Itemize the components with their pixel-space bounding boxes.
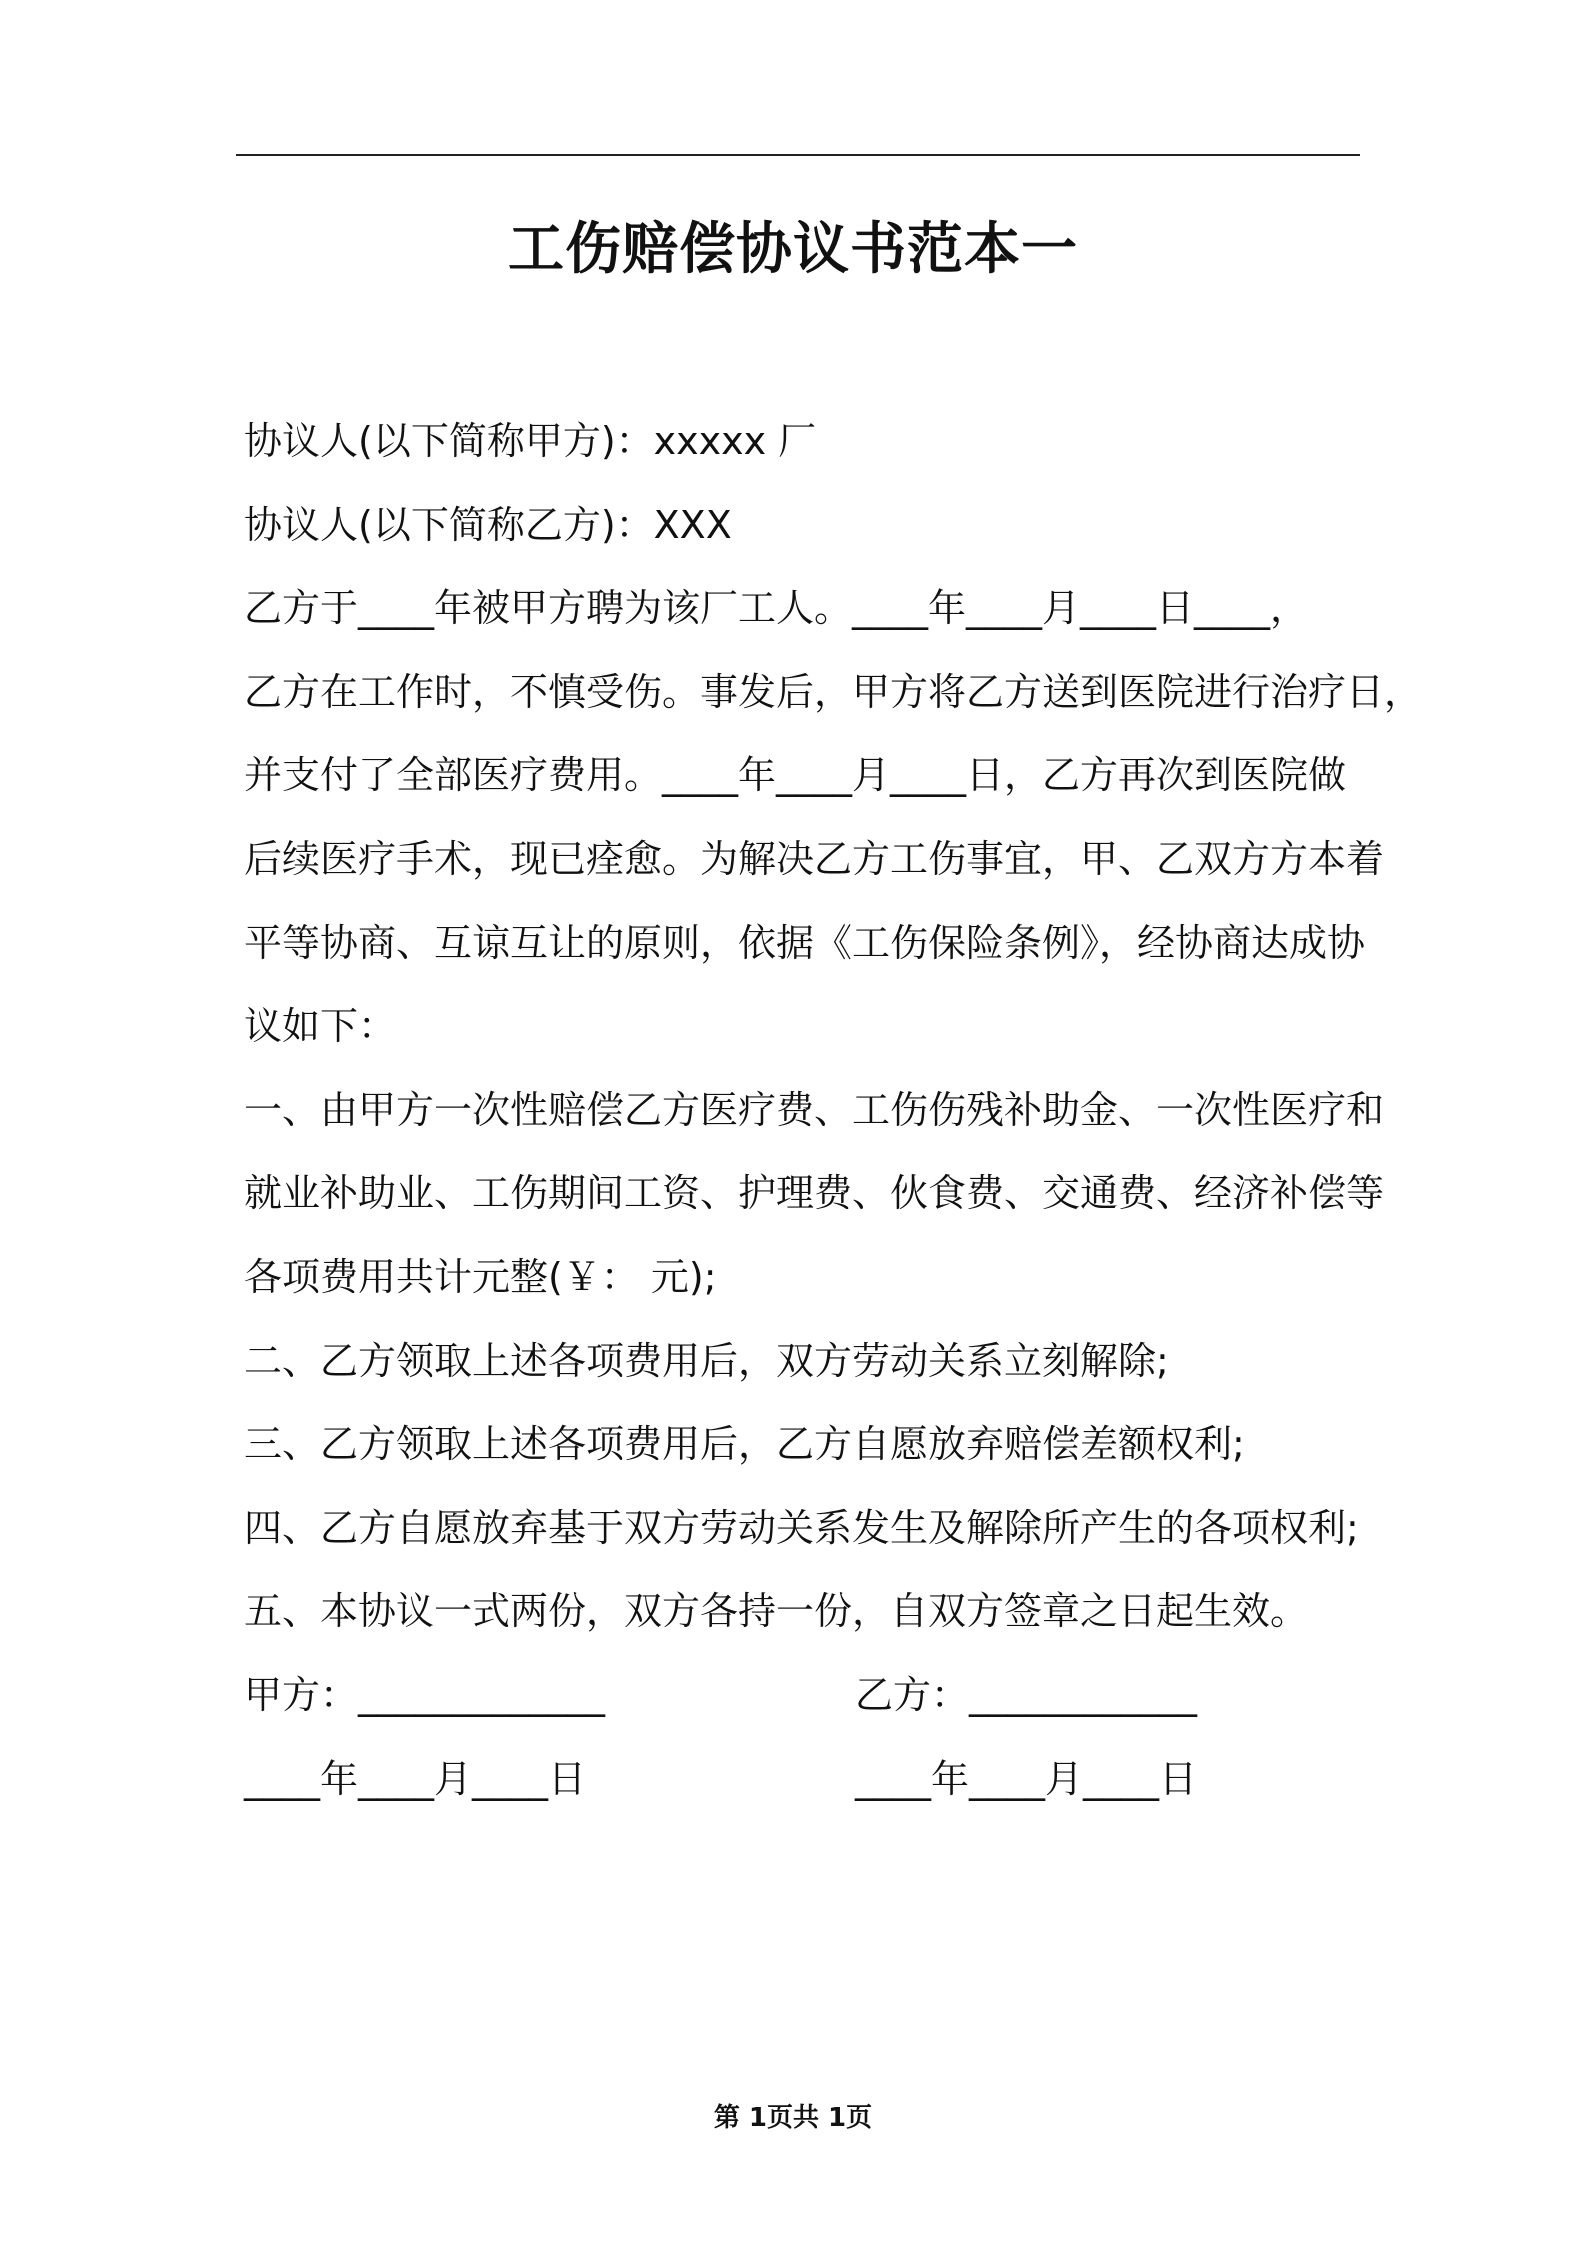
clause-2: 二、乙方领取上述各项费用后，双方劳动关系立刻解除; [244,1338,1169,1383]
party-b-signature-field: 乙方：____________ [855,1672,1198,1717]
signature-row [244,1654,1364,1738]
page-number: 第 1页共 1页 [713,2103,873,2133]
clause-4: 四、乙方自愿放弃基于双方劳动关系发生及解除所产生的各项权利; [244,1505,1359,1550]
body-line: 乙方在工作时，不慎受伤。事发后，甲方将乙方送到医院进行治疗日， [244,669,1423,714]
body-line: 议如下： [244,1004,397,1049]
document-title: 工伤赔偿协议书范本一 [508,217,1078,282]
date-row [244,1738,1364,1822]
party-a-date-field: ____年____月____日 [244,1756,587,1801]
body-line: 平等协商、互谅互让的原则，依据《工伤保险条例》，经协商达成协 [244,920,1366,965]
clause-1-line: 一、由甲方一次性赔偿乙方医疗费、工伤伤残补助金、一次性医疗和 [244,1087,1385,1132]
party-a-line: 协议人(以下简称甲方)：xxxxx 厂 [244,419,817,463]
party-a-signature-field: 甲方：_____________ [244,1672,606,1717]
clause-3: 三、乙方领取上述各项费用后，乙方自愿放弃赔偿差额权利; [244,1422,1245,1467]
party-b-line: 协议人(以下简称乙方)：XXX [244,502,732,547]
clause-5: 五、本协议一式两份，双方各持一份，自双方签章之日起生效。 [244,1589,1309,1634]
document-body [244,400,1423,1821]
party-b-date-field: ____年____月____日 [855,1756,1198,1801]
clause-1-line: 就业补助业、工伤期间工资、护理费、伙食费、交通费、经济补偿等 [244,1171,1385,1216]
body-line: 后续医疗手术，现已痊愈。为解决乙方工伤事宜，甲、乙双方方本着 [244,836,1385,881]
body-line: 并支付了全部医疗费用。____年____月____日，乙方再次到医院做 [244,753,1347,798]
header-rule [236,154,1360,156]
clause-1-line: 各项费用共计元整(￥： 元); [244,1254,717,1299]
body-line: 乙方于____年被甲方聘为该厂工人。____年____月____日____， [244,586,1309,631]
